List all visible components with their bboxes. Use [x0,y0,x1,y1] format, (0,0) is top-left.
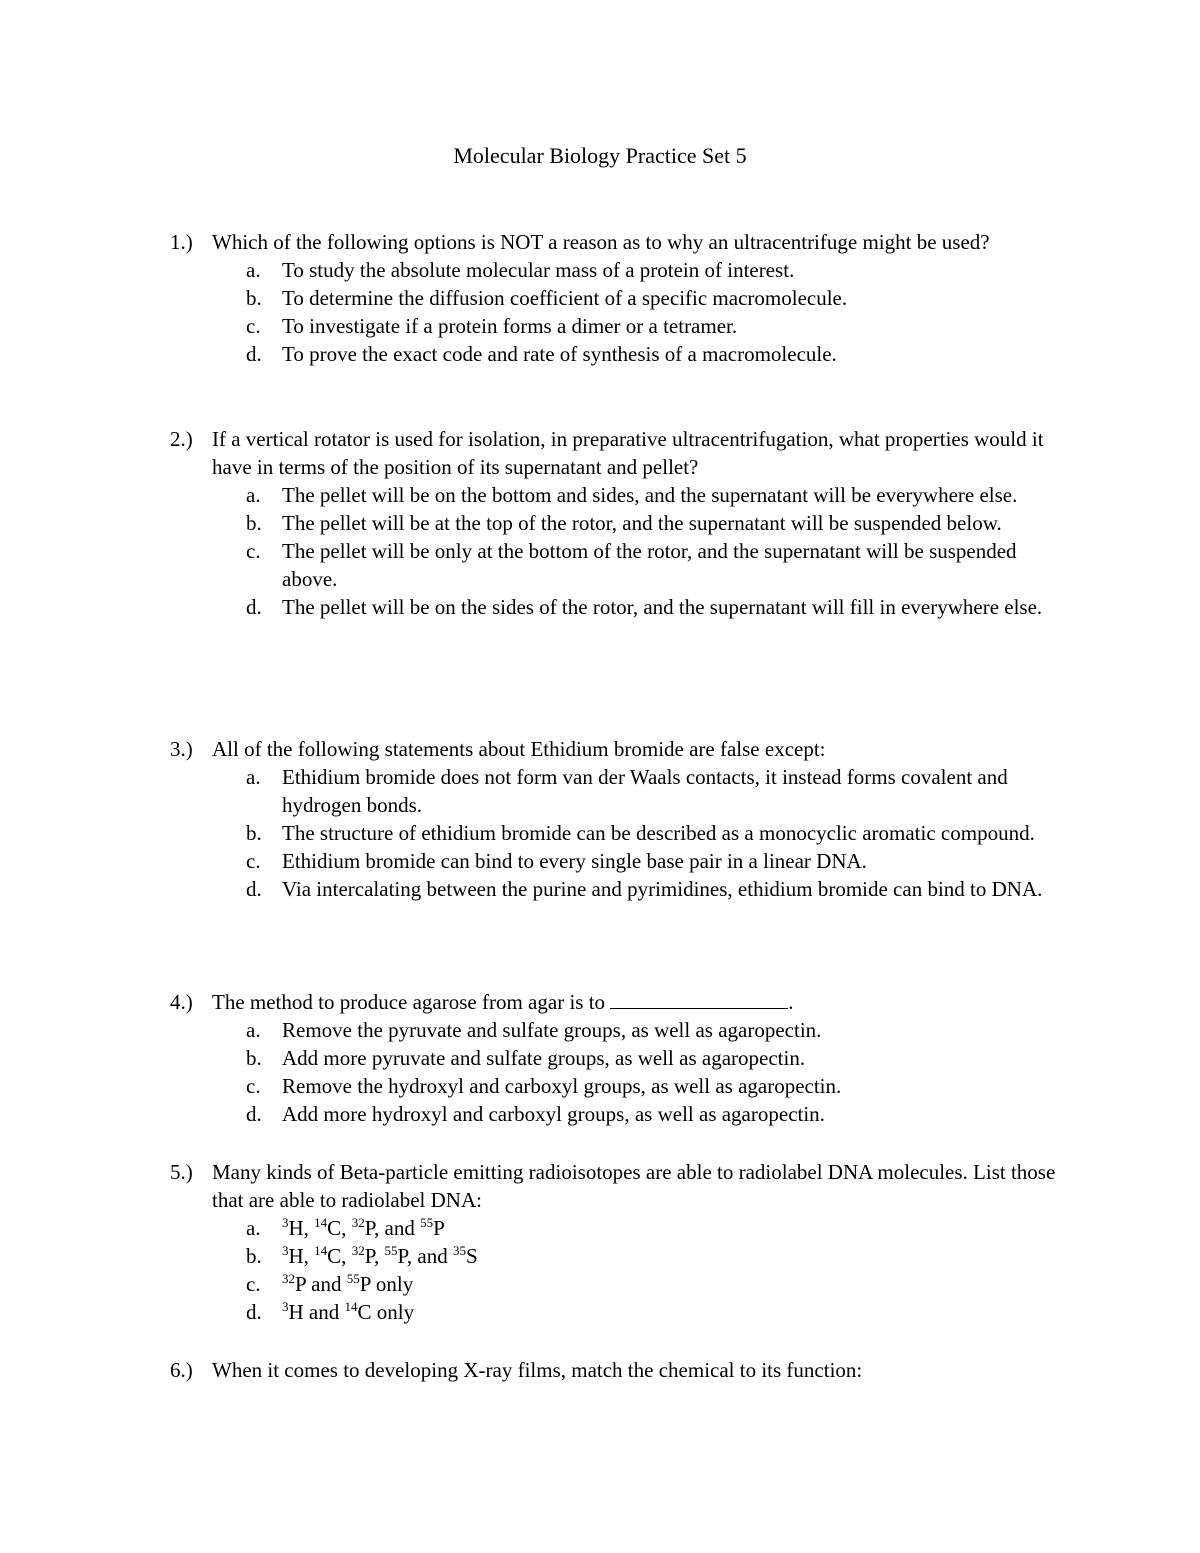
option-text: Via intercalating between the purine and pyrimidines, ethidium bromide can bind to DNA. [282,877,1043,901]
option-b [170,819,1070,847]
option-a [170,763,1070,819]
question-stem [170,1158,1070,1214]
question-1 [170,228,1070,368]
option-b [170,284,1070,312]
option-text [282,1244,478,1268]
mass-number: 14 [314,1243,328,1258]
question-number: 4.) [170,990,193,1014]
option-a [170,1016,1070,1044]
element-text: P [433,1216,445,1240]
element-text: P, [364,1244,385,1268]
option-text: To prove the exact code and rate of synthesis of a macromolecule. [282,342,837,366]
answer-blank [610,988,788,1009]
mass-number: 3 [282,1243,289,1258]
option-a [170,481,1070,509]
element-text: P, and [364,1216,421,1240]
option-d [170,1298,1070,1326]
option-letter: c. [246,314,261,338]
option-letter: a. [246,1018,261,1042]
option-text: The pellet will be only at the bottom of the rotor, and the supernatant will be suspended above. [282,539,1017,591]
option-c [170,1072,1070,1100]
question-5 [170,1158,1070,1326]
option-c [170,1270,1070,1298]
option-text: To determine the diffusion coefficient of a specific macromolecule. [282,286,848,310]
option-letter: b. [246,821,262,845]
option-text: The structure of ethidium bromide can be described as a monocyclic aromatic compound. [282,821,1035,845]
mass-number: 55 [384,1243,398,1258]
question-stem [170,228,1070,256]
option-letter: d. [246,877,262,901]
mass-number: 3 [282,1215,289,1230]
element-text: C, [327,1216,352,1240]
option-c [170,847,1070,875]
question-number: 3.) [170,737,193,761]
question-stem [170,988,1070,1016]
question-text: Many kinds of Beta-particle emitting radioisotopes are able to radiolabel DNA molecules. List those that are able to radiolabel DNA: [212,1160,1056,1212]
option-letter: c. [246,1074,261,1098]
question-text: When it comes to developing X-ray films, match the chemical to its function: [212,1358,863,1382]
option-letter: a. [246,765,261,789]
question-2 [170,425,1070,621]
option-a [170,1214,1070,1242]
option-text: Remove the pyruvate and sulfate groups, as well as agaropectin. [282,1018,822,1042]
mass-number: 32 [351,1215,365,1230]
option-text: To study the absolute molecular mass of a protein of interest. [282,258,795,282]
option-letter: d. [246,1102,262,1126]
question-6 [170,1356,1070,1384]
option-d [170,1100,1070,1128]
option-letter: d. [246,342,262,366]
option-letter: a. [246,258,261,282]
question-text: The method to produce agarose from agar is to [212,990,606,1014]
option-letter: d. [246,595,262,619]
question-stem [170,1356,1070,1384]
option-letter: d. [246,1300,262,1324]
option-text [282,1272,413,1296]
element-text: C, [327,1244,352,1268]
mass-number: 32 [282,1271,295,1286]
option-text [282,1216,445,1240]
question-number: 2.) [170,427,193,451]
option-text: Ethidium bromide does not form van der Waals contacts, it instead forms covalent and hydrogen bonds. [282,765,1008,817]
option-d [170,340,1070,368]
option-letter: c. [246,849,261,873]
mass-number: 55 [420,1215,434,1230]
question-stem [170,425,1070,481]
element-text: P, and [397,1244,453,1268]
option-text: To investigate if a protein forms a dimer or a tetramer. [282,314,738,338]
option-text: The pellet will be at the top of the rotor, and the supernatant will be suspended below. [282,511,1002,535]
question-3 [170,735,1070,903]
element-text: H, [288,1244,315,1268]
question-number: 6.) [170,1358,193,1382]
option-letter: a. [246,483,261,507]
option-c [170,312,1070,340]
question-text: All of the following statements about Ethidium bromide are false except: [212,737,826,761]
option-letter: b. [246,286,262,310]
option-b [170,1242,1070,1270]
option-text [282,1300,414,1324]
option-text: The pellet will be on the bottom and sides, and the supernatant will be everywhere else. [282,483,1018,507]
option-letter: c. [246,539,261,563]
option-letter: b. [246,1244,262,1268]
option-letter: a. [246,1216,261,1240]
option-text: The pellet will be on the sides of the rotor, and the supernatant will fill in everywhere else. [282,595,1043,619]
element-text: C only [357,1300,415,1324]
question-text-end: . [788,990,794,1014]
option-text: Add more pyruvate and sulfate groups, as well as agaropectin. [282,1046,806,1070]
question-stem [170,735,1070,763]
question-4 [170,988,1070,1128]
option-text: Remove the hydroxyl and carboxyl groups, as well as agaropectin. [282,1074,842,1098]
question-number: 1.) [170,230,193,254]
mass-number: 14 [314,1215,328,1230]
question-text: If a vertical rotator is used for isolation, in preparative ultracentrifugation, what properties would it have in terms of the position of its supernatant and pellet? [212,427,1044,479]
element-text: H, [288,1216,315,1240]
question-number: 5.) [170,1160,193,1184]
element-text: H and [288,1300,345,1324]
mass-number: 55 [346,1271,360,1286]
page-title: Molecular Biology Practice Set 5 [453,143,747,168]
option-d [170,593,1070,621]
option-b [170,509,1070,537]
mass-number: 35 [452,1243,466,1258]
option-text: Add more hydroxyl and carboxyl groups, as well as agaropectin. [282,1102,825,1126]
option-b [170,1044,1070,1072]
question-text: Which of the following options is NOT a reason as to why an ultracentrifuge might be used? [212,230,990,254]
mass-number: 32 [351,1243,365,1258]
element-text: P only [359,1272,414,1296]
option-d [170,875,1070,903]
mass-number: 3 [282,1299,289,1314]
option-text: Ethidium bromide can bind to every single base pair in a linear DNA. [282,849,867,873]
option-c [170,537,1070,593]
option-letter: b. [246,511,262,535]
option-letter: c. [246,1272,261,1296]
element-text: S [465,1244,478,1268]
option-a [170,256,1070,284]
element-text: P and [295,1272,347,1296]
option-letter: b. [246,1046,262,1070]
mass-number: 14 [344,1299,358,1314]
